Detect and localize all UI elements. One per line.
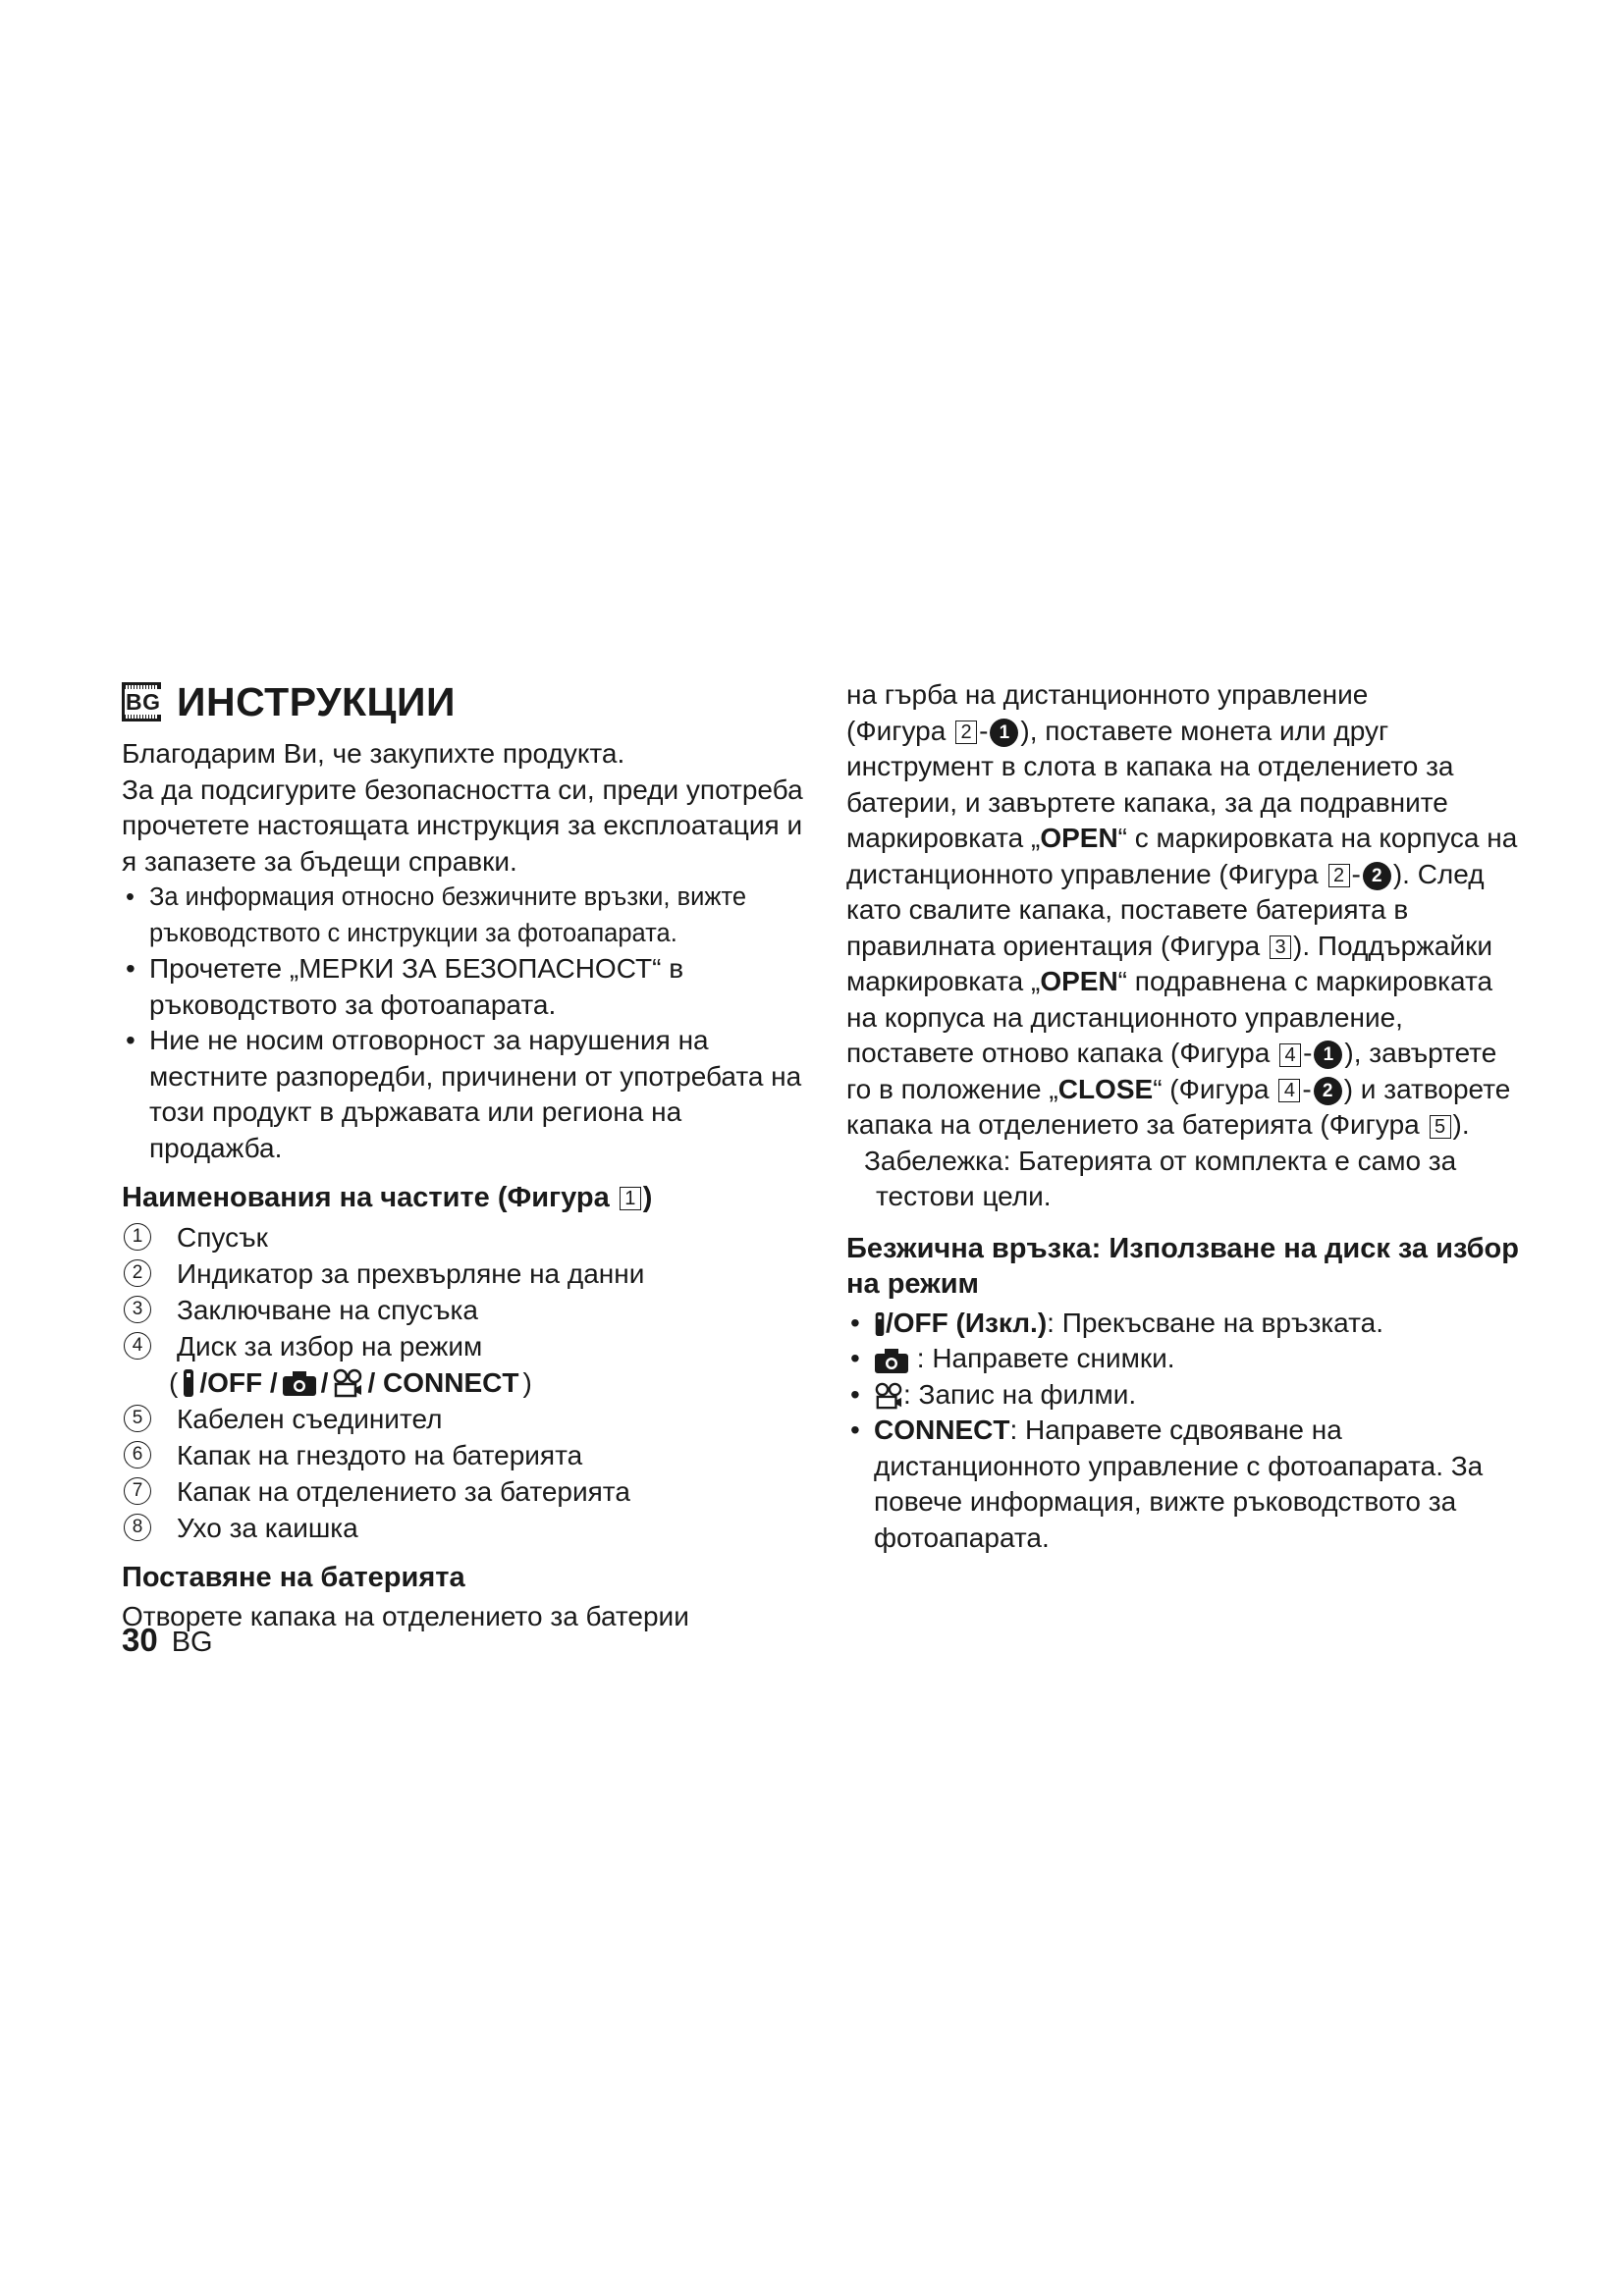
battery-heading: Поставяне на батерията: [122, 1562, 465, 1593]
wireless-heading: Безжична връзка: Използване на диск за избор на режим: [846, 1232, 1519, 1300]
page-title: [122, 675, 809, 728]
list-item: • Ние не носим отговорност за нарушения на местните разпоредби, причинени от употребата на този продукт в държавата или региона на продажба.: [122, 1023, 809, 1166]
title-text: ИНСТРУКЦИИ: [177, 678, 456, 724]
figure-ref: 2: [1328, 864, 1350, 887]
camera-icon: [282, 1369, 317, 1397]
item-number: 2: [124, 1259, 151, 1287]
mode-line: ( /OFF / / / CONNECT ): [169, 1367, 532, 1398]
list-item: • Прочетете „МЕРКИ ЗА БЕЗОПАСНОСТ“ в ръководството за фотоапарата.: [122, 951, 809, 1023]
parts-heading: Наименования на частите (Фигура 1 ): [122, 1182, 653, 1213]
figure-ref: 1: [620, 1187, 641, 1210]
list-item: 6 Капак на гнездото на батерията: [122, 1437, 809, 1473]
list-item: 1 Спусък: [122, 1219, 809, 1255]
list-item: 5 Кабелен съединител: [122, 1401, 809, 1437]
figure-ref: 4: [1279, 1043, 1301, 1067]
safety-intro: За да подсигурите безопасността си, преди употреба прочетете настоящата инструкция за експлоатация и я запазете за бъдещи справки.: [122, 774, 803, 877]
item-number: 5: [124, 1405, 151, 1432]
open-label: OPEN: [1040, 823, 1118, 853]
list-item: • /OFF (Изкл.): Прекъсване на връзката.: [846, 1306, 1524, 1342]
step-number: 2: [1363, 862, 1391, 890]
item-number: 6: [124, 1441, 151, 1468]
figure-ref: 5: [1430, 1115, 1451, 1139]
wireless-list: [846, 1306, 1524, 1557]
battery-text: на гърба на дистанционното управление (Фигура 2 - 1 ), поставете монета или друг инструмент в слота в капака на отделението за батерии, и завъртете капака, за да подравните маркировката „OPEN“ с маркировката на корпуса на дистанционното управление (Фигура 2 - 2 ). След като свалите капака, поставете батерията в правилната ориентация (Фигура 3 ). Поддържайки маркировката „OPEN“ подравнена с маркировката на корпуса на дистанционното управление, поставете отново капака (Фигура 4 - 1 ), завъртете го в положение „CLOSE“ (Фигура 4 - 2 ) и затворете капака на отделението за батерията (Фигура 5 ).: [846, 679, 1518, 1140]
right-column: [846, 677, 1524, 1556]
item-number: 8: [124, 1514, 151, 1541]
list-item: 4 Диск за избор на режим ( /OFF / / / CONNECT ): [122, 1328, 809, 1401]
left-column: [122, 675, 809, 1635]
close-label: CLOSE: [1057, 1073, 1154, 1104]
list-item: 3 Заключване на спусъка: [122, 1292, 809, 1328]
list-item: 7 Капак на отделението за батерията: [122, 1473, 809, 1510]
list-item: • : Запис на филми.: [846, 1377, 1524, 1414]
figure-ref: 3: [1270, 935, 1291, 959]
language-badge: BG: [122, 682, 161, 721]
step-number: 1: [990, 719, 1018, 747]
step-number: 2: [1314, 1077, 1342, 1105]
list-item: • : Направете снимки.: [846, 1341, 1524, 1377]
camera-icon: [874, 1347, 909, 1374]
item-number: 4: [124, 1332, 151, 1360]
battery-note: Забележка: Батерията от комплекта е само за тестови цели.: [864, 1145, 1457, 1211]
item-number: 1: [124, 1223, 151, 1251]
movie-icon: [332, 1368, 363, 1398]
list-item: • CONNECT: Направете сдвояване на дистанционното управление с фотоапарата. За повече информация, вижте ръководството за фотоапарата.: [846, 1413, 1524, 1556]
page-number: 30 BG: [122, 1622, 213, 1658]
remote-icon: [874, 1310, 886, 1338]
step-number: 1: [1314, 1041, 1342, 1069]
list-item: • За информация относно безжичните връзки, вижте ръководството с инструкции за фотоапарата.: [122, 880, 809, 951]
open-label: OPEN: [1040, 966, 1118, 996]
intro-bullets: [122, 880, 809, 1166]
figure-ref: 2: [955, 721, 977, 744]
thanks-line: Благодарим Ви, че закупихте продукта.: [122, 738, 625, 769]
figure-ref: 4: [1278, 1079, 1300, 1102]
item-number: 3: [124, 1296, 151, 1323]
list-item: 8 Ухо за каишка: [122, 1510, 809, 1546]
parts-list: [122, 1219, 809, 1546]
remote-icon: [182, 1368, 195, 1398]
item-number: 7: [124, 1477, 151, 1505]
movie-icon: [874, 1382, 903, 1410]
battery-text-start: Отворете капака на отделението за батерии: [122, 1601, 689, 1631]
list-item: 2 Индикатор за прехвърляне на данни: [122, 1255, 809, 1292]
